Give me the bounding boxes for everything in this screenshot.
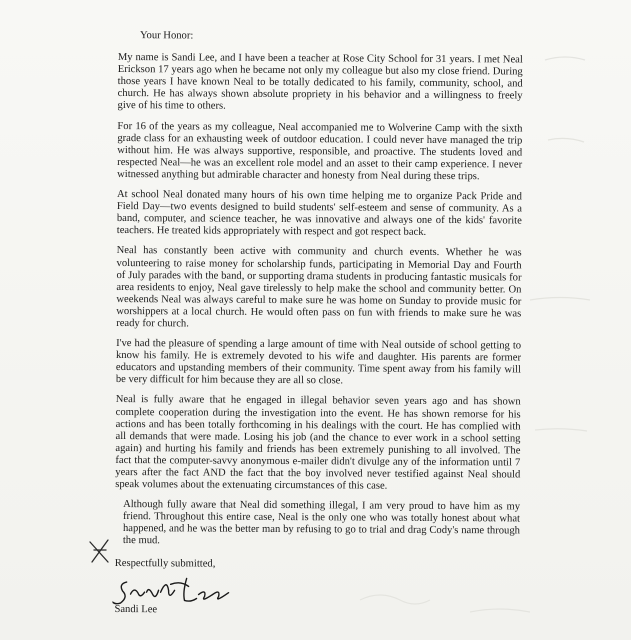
paragraph-wolverine-camp: For 16 of the years as my colleague, Neal accompanied me to Wolverine Camp with the sixth grade class for an exhausting week of outdoor education. I could never have managed the trip without him. He was always supportive, responsible, and proactive. The students loved and respected Neal—he was an excellent role model and an asset to their camp experience. I never witnessed anything but admirable character and honesty from Neal during these trips. xyxy=(117,120,523,183)
paragraph-family: I've had the pleasure of spending a large amount of time with Neal outside of school getting to know his family. He is extremely devoted to his wife and daughter. His parents are former educators and upstanding members of their community. Time spent away from his family will be very difficult for him because they are all so close. xyxy=(115,338,522,387)
margin-mark-icon xyxy=(86,538,114,566)
paragraph-case-circumstances: Neal is fully aware that he engaged in illegal behavior seven years ago and has shown complete cooperation during the investigation into the event. He has shown remorse for his actions and has been totally forthcoming in his dealings with the court. He has complied with all demands that were made. Losing his job (and the chance to ever work in a school setting again) and hurting his family and friends has been extremely punishing to all involved. The fact that the computer-savvy anonymous e-mailer didn't divulge any of the information until 7 years after the fact AND the fact that the boy involved never testified against Neal should speak volumes about the extenuating circumstances of this case. xyxy=(115,394,521,492)
salutation: Your Honor: xyxy=(139,30,194,42)
paragraph-community-church: Neal has constantly been active with community and church events. Whether he was volunteering to raise money for scholarship funds, participating in Memorial Day and Fourth of July parades with the band, or supporting drama students in producing fantastic musicals for area residents to enjoy, Neal gave tirelessly to help make the school and community better. On weekends Neal was always careful to make sure he was home on Sunday to provide music for worshippers at a local church. He would often pass on fun with friends to make sure he was ready for church. xyxy=(116,245,522,330)
handwritten-signature xyxy=(112,572,262,607)
signature-area xyxy=(114,570,519,606)
paragraph-introduction: My name is Sandi Lee, and I have been a teacher at Rose City School for 31 years. I met Neal Erickson 17 years ago when he became not only my colleague but also my close friend. During those years I have known Neal to be totally dedicated to his family, community, school, and church. He has always shown absolute propriety in his behavior and a willingness to freely give of his time to others. xyxy=(117,52,523,113)
letter-body xyxy=(114,30,523,618)
closing-line: Respectfully submitted, xyxy=(114,557,216,570)
paragraph-conclusion: Although fully aware that Neal did something illegal, I am very proud to have him as my friend. Throughout this entire case, Neal is the only one who was totally honest about what happened, and he was the better man by refusing to go to trial and drag Cody's name through the mud. xyxy=(122,499,521,547)
signer-name: Sandi Lee xyxy=(114,603,158,615)
paragraph-school-events: At school Neal donated many hours of his own time helping me to organize Pack Pride and Field Day—two events designed to build students' self-esteem and sense of community. As a band, computer, and science teacher, he was innovative and always one of the kids' favorite teachers. He treated kids appropriately with respect and got respect back. xyxy=(116,189,523,239)
